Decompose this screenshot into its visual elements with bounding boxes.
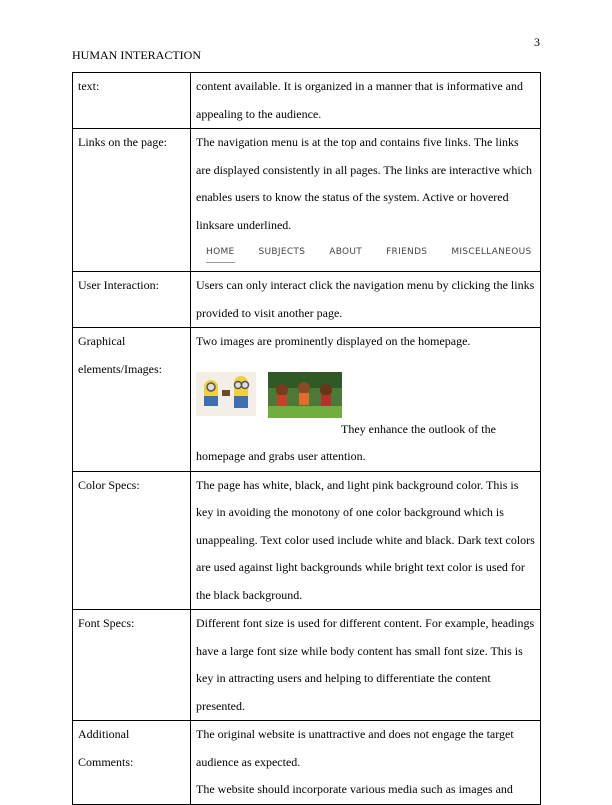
- row-label: text:: [73, 73, 191, 129]
- row-content: [191, 721, 541, 805]
- row-text: content available. It is organized in a manner that is informative and appealing to the audience.: [196, 79, 523, 121]
- page-number: 3: [534, 35, 540, 49]
- row-text: Different font size is used for different content. For example, headings have a large font size while body content has small font size. This is key in attracting users and helping to differentiate the content presented.: [196, 616, 535, 713]
- cartoon-illustration: [268, 372, 342, 418]
- row-content: [191, 328, 541, 472]
- cartoon-image: [268, 372, 342, 418]
- table-row: [73, 73, 541, 129]
- table-row: [73, 471, 541, 610]
- row-content: [191, 471, 541, 610]
- row-text: The original website is unattractive and does not engage the target audience as expected.: [196, 727, 514, 769]
- row-text: The page has white, black, and light pink background color. This is key in avoiding the monotony of one color background which is unappealing. Text color used include white and black. Dark text colors are used against light backgrounds while bright text color is used for the black background.: [196, 477, 535, 602]
- evaluation-table: [72, 72, 541, 805]
- nav-link-about[interactable]: ABOUT: [329, 247, 363, 257]
- row-text: The navigation menu is at the top and contains five links. The links are displayed consistently in all pages. The links are interactive which enables users to know the status of the system. Active or hovered linksare underlined.: [196, 135, 533, 232]
- table-row: [73, 610, 541, 721]
- row-label: Font Specs:: [73, 610, 191, 721]
- row-content: [191, 610, 541, 721]
- nav-link-subjects[interactable]: SUBJECTS: [258, 247, 306, 257]
- row-text: Users can only interact click the navigation menu by clicking the links provided to visit another page.: [196, 278, 535, 320]
- row-text-continued: The website should incorporate various media such as images and: [196, 782, 513, 796]
- table-row: [73, 129, 541, 272]
- row-text: Two images are prominently displayed on the homepage.: [196, 334, 471, 348]
- row-label: Graphical elements/Images:: [73, 328, 191, 472]
- nav-link-friends[interactable]: FRIENDS: [386, 247, 428, 257]
- row-label: User Interaction:: [73, 272, 191, 328]
- minions-image: [196, 372, 256, 416]
- row-label: Links on the page:: [73, 129, 191, 272]
- row-content: [191, 73, 541, 129]
- table-row: [73, 272, 541, 328]
- row-content: [191, 129, 541, 272]
- image-caption: They enhance the outlook of the homepage and grabs user attention.: [196, 421, 496, 463]
- nav-link-miscellaneous[interactable]: MISCELLANEOUS: [451, 247, 532, 257]
- row-content: [191, 272, 541, 328]
- navigation-menu-example: [196, 239, 535, 271]
- nav-link-home[interactable]: HOME: [206, 245, 235, 263]
- row-label: Additional Comments:: [73, 721, 191, 805]
- row-label: Color Specs:: [73, 471, 191, 610]
- table-row: [73, 328, 541, 472]
- table-row: [73, 721, 541, 805]
- minions-illustration: [196, 372, 256, 416]
- running-head: HUMAN INTERACTION: [72, 48, 201, 62]
